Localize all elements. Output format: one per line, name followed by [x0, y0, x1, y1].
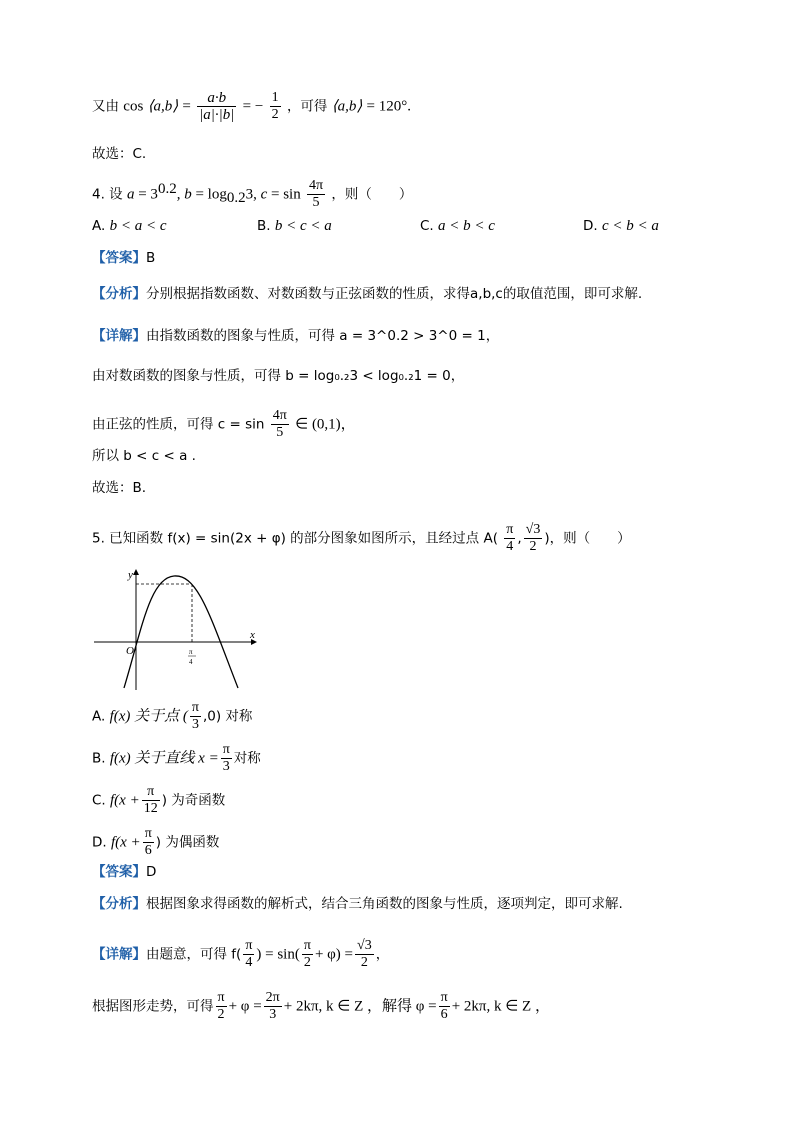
origin-label: O [126, 645, 134, 657]
dot-over-norm-fraction: $\frac{a\cdot b}{|a|\cdot|b|}$ [199, 90, 235, 123]
q5-stem: 5. 已知函数 f(x) = sin(2x + φ) 的部分图象如图所示，且经过点 A( $\frac{\pi}{4}$ , $\frac{√3}{2}$ )，则（ ） [92, 522, 631, 554]
q5-detail-1: 【详解】由题意，可得 f( $\frac{\pi}{4}$ ) = sin( $\frac{\pi}{2}$ + φ) = $\frac{√3}{2}$ ， [92, 938, 390, 970]
q4-analysis: 【分析】分别根据指数函数、对数函数与正弦函数的性质，求得a,b,c的取值范围，即可求解. [92, 286, 643, 302]
half-fraction: $\frac{1}{2}$ [271, 90, 279, 122]
q5-option-c[interactable]: C. f(x + $\frac{\pi}{12}$ ) 为奇函数 [92, 784, 226, 816]
text-prefix: 又由 [92, 98, 119, 115]
q4-option-d[interactable]: D. c < b < a [583, 218, 659, 234]
tick-num: π [189, 648, 193, 656]
angle-ab-2: ⟨a,b⟩ [331, 98, 363, 115]
q4-frac: $\frac{4\pi}{5}$ [309, 178, 324, 210]
q4-option-b[interactable]: B. b < c < a [257, 218, 332, 234]
q5-option-b[interactable]: B. f(x) 关于直线 x = $\frac{\pi}{3}$ 对称 [92, 742, 261, 774]
angle-result: = 120°. [366, 98, 411, 115]
q4-option-a[interactable]: A. b < a < c [92, 218, 167, 234]
q4-detail-1: 【详解】由指数函数的图象与性质，可得 a = 3^0.2 > 3^0 = 1， [92, 328, 500, 344]
q4-stem: 4. 设 $a = 3^{0.2}$, $b = \log_{0.2}3$, c = sin $\frac{4\pi}{5}$ ，则（ ） [92, 178, 413, 210]
q5-option-d[interactable]: D. f(x + $\frac{\pi}{6}$ ) 为偶函数 [92, 826, 220, 858]
q4-detail-4: 所以 b < c < a . [92, 448, 196, 464]
q4-choice: 故选：B. [92, 480, 147, 496]
y-axis-label: y [128, 569, 133, 581]
q5-answer: 【答案】D [92, 864, 157, 880]
sine-graph [92, 566, 262, 690]
q5-analysis: 【分析】根据图象求得函数的解析式，结合三角函数的图象与性质，逐项判定，即可求解. [92, 896, 623, 912]
choice-c-line: 故选：C. [92, 146, 147, 162]
eq-tail: = − [242, 98, 264, 115]
x-axis-label: x [250, 629, 255, 641]
sine-curve [124, 576, 238, 688]
cos-angle-line: 又由 cos ⟨a,b⟩ = $\frac{a\cdot b}{|a|\cdot|b|}$ = − $\frac{1}{2}$ ，可得 ⟨a,b⟩ = 120°. [92, 90, 411, 123]
tick-den: 4 [189, 658, 193, 666]
cos-word: cos [123, 98, 144, 115]
q4-answer: 【答案】B [92, 250, 156, 266]
q5-option-a[interactable]: A. f(x) 关于点 ( $\frac{\pi}{3}$ ,0) 对称 [92, 700, 253, 732]
q5-detail-2: 根据图形走势，可得 $\frac{\pi}{2}$ + φ = $\frac{2\pi}{3}$ + 2kπ, k ∈ Z ，解得 φ = $\frac{\pi}{6}$ + 2kπ, k ∈ Z ， [92, 990, 550, 1022]
q4-detail-3: 由正弦的性质，可得 c = sin $\frac{4\pi}{5}$ ∈ (0,1)， [92, 408, 356, 440]
angle-ab: ⟨a,b⟩ [147, 98, 179, 115]
text-mid: ，可得 [286, 98, 328, 115]
q4-detail-2: 由对数函数的图象与性质，可得 b = log₀.₂3 < log₀.₂1 = 0， [92, 368, 465, 384]
q4-option-c[interactable]: C. a < b < c [420, 218, 495, 234]
